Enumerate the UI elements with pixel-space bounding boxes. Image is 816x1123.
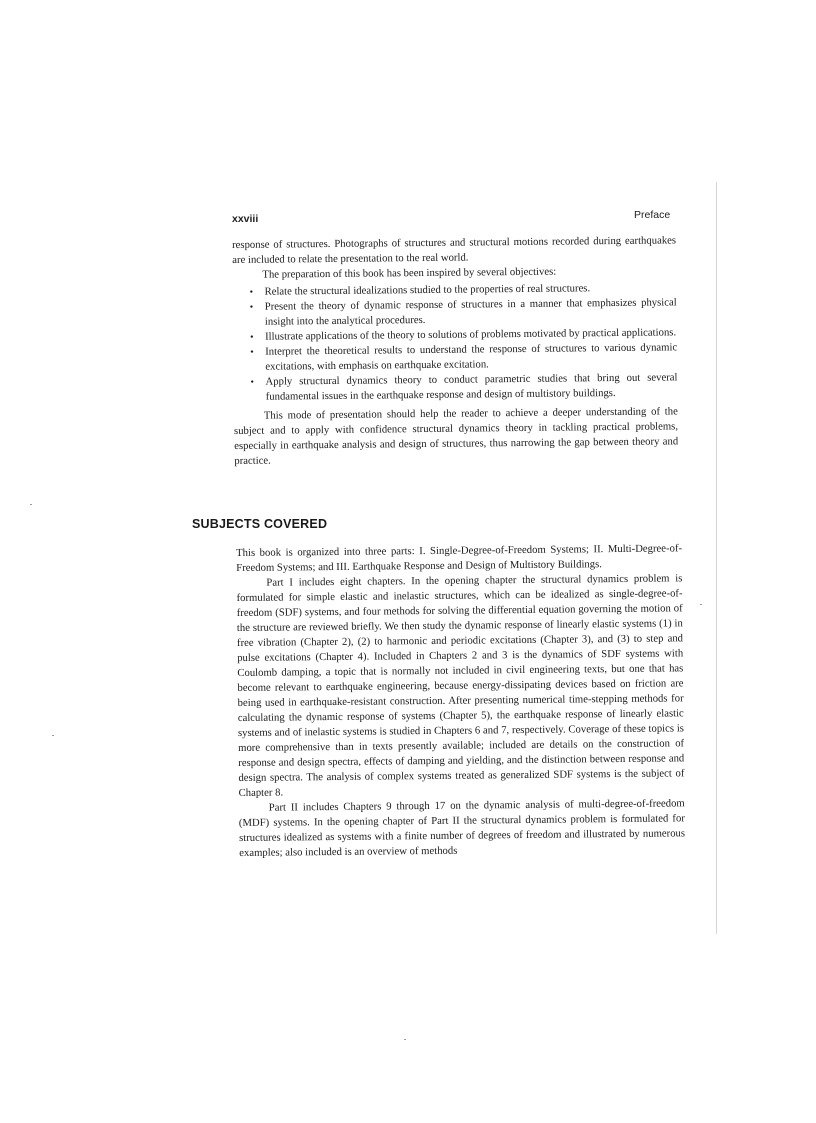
intro-section	[232, 233, 678, 469]
objectives-list	[232, 280, 677, 405]
list-item: • Relate the structural idealizations studied to the properties of real structures.	[249, 282, 591, 298]
scan-speck	[30, 504, 32, 505]
part-two-paragraph: Part II includes Chapters 9 through 17 on the dynamic analysis of multi-degree-of-freedom (MDF) systems. In the opening chapter of Part II the structural dynamics problem is formulated for structures idealized as systems with a finite number of degrees of freedom and illustrated by numerous examples; also included is an overview of methods	[238, 797, 686, 859]
section-heading: SUBJECTS COVERED	[192, 517, 328, 531]
page-number: xxviii	[232, 213, 259, 225]
organization-paragraph: This book is organized into three parts: I. Single-Degree-of-Freedom Systems; II. Multi-Degree-of-Freedom Systems; and III. Earthquake Response and Design of Multistory Buildings.	[236, 542, 683, 574]
bullet-icon: •	[249, 301, 254, 313]
scan-speck	[700, 604, 702, 605]
bullet-icon: •	[250, 346, 254, 358]
list-item: • Interpret the theoretical results to understand the response of structures to various dynamic excitations, with emphasis on earthquake excitation.	[250, 341, 678, 373]
list-item: • Present the theory of dynamic response of structures in a manner that emphasizes physical insight into the analytical procedures.	[249, 296, 677, 328]
bullet-icon: •	[249, 286, 254, 298]
closing-paragraph: This mode of presentation should help the reader to achieve a deeper understanding of the subject and to apply with confidence structural dynamics theory in tackling practical problems, especially in earthquake analysis and design of structures, thus narrowing the gap between theory and practice.	[233, 405, 679, 467]
bullet-icon: •	[249, 331, 254, 343]
list-item: • Apply structural dynamics theory to conduct parametric studies that bring out several fundamental issues in the earthquake response and design of multistory buildings.	[250, 371, 678, 403]
part-one-paragraph: Part I includes eight chapters. In the opening chapter the structural dynamics problem is formulated for simple elastic and inelastic structures, which can be idealized as single-degree-of-freedom (SDF) systems, and four methods for solving the differential equation governing the motion of the structure are reviewed briefly. We then study the dynamic response of linearly elastic systems (1) in free vibration (Chapter 2), (2) to harmonic and periodic excitations (Chapter 3), and (3) to step and pulse excitations (Chapter 4). Included in Chapters 2 and 3 is the dynamics of SDF systems with Coulomb damping, a topic that is normally not included in civil engineering texts, but one that has become relevant to earthquake engineering, because energy-dissipating devices based on friction are being used in earthquake-resistant construction. After presenting numerical time-stepping methods for calculating the dynamic response of systems (Chapter 5), the earthquake response of linearly elastic systems and of inelastic systems is studied in Chapters 6 and 7, respectively. Coverage of these topics is more comprehensive than in texts presently available; included are details on the construction of response and design spectra, effects of damping and yielding, and the distinction between response and design spectra. The analysis of complex systems treated as generalized SDF systems is the subject of Chapter 8.	[236, 572, 685, 799]
running-title: Preface	[634, 209, 671, 221]
subjects-section	[236, 541, 685, 861]
paragraph-continued: response of structures. Photographs of structures and structural motions recorded during earthquakes are included to relate the presentation to the real world.	[232, 234, 677, 266]
objectives-lead: The preparation of this book has been inspired by several objectives:	[262, 265, 557, 281]
scan-speck	[404, 1039, 406, 1040]
bullet-icon: •	[250, 376, 255, 388]
scan-page-edge	[716, 182, 717, 934]
list-item: • Illustrate applications of the theory to solutions of problems motivated by practical applications.	[249, 326, 677, 343]
scan-speck	[52, 735, 54, 736]
